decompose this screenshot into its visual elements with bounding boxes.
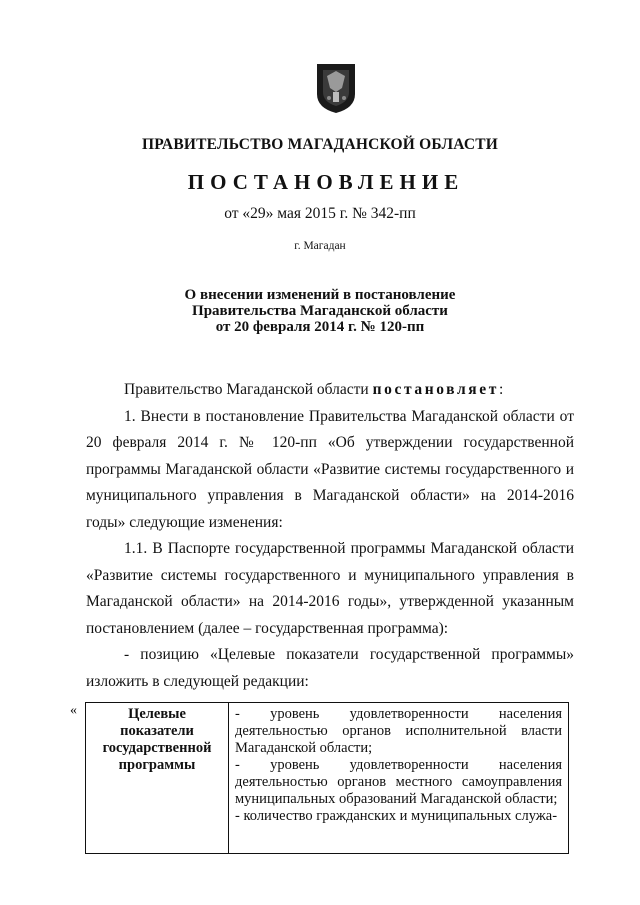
document-type: ПОСТАНОВЛЕНИЕ — [187, 170, 465, 194]
opening-quote: « — [70, 703, 77, 718]
item-1-1-paragraph: 1.1. В Паспорте государственной программы Магаданской области «Развитие системы государственного и муниципального управления в Магаданской области» на 2014-2016 годы», утвержденной указанным постановлением (далее – государственная программа): — [86, 540, 574, 637]
list-item: - уровень удовлетворенности населения деятельностью органов местного самоуправления муниципальных образований Магаданской области; — [235, 757, 562, 807]
table-row — [86, 703, 569, 854]
intro-suffix: : — [498, 381, 504, 398]
subject-line: от 20 февраля 2014 г. № 120-пп — [215, 319, 425, 335]
list-item: - количество гражданских и муниципальных служа- — [235, 808, 558, 824]
subject-line: Правительства Магаданской области — [192, 303, 448, 319]
indicator-name-cell: Целевые показатели государственной программы — [86, 703, 229, 854]
intro-prefix: Правительство Магаданской области — [124, 381, 373, 398]
list-item: - уровень удовлетворенности населения деятельностью органов исполнительной власти Магаданской области; — [235, 706, 562, 756]
document-date-number: от «29» мая 2015 г. № 342-пп — [224, 205, 416, 222]
intro-paragraph — [86, 377, 574, 404]
coat-of-arms-icon — [315, 62, 357, 114]
indicator-values-cell — [229, 703, 569, 854]
document-city: г. Магадан — [294, 240, 346, 252]
government-title: ПРАВИТЕЛЬСТВО МАГАДАНСКОЙ ОБЛАСТИ — [141, 136, 499, 153]
position-paragraph: - позицию «Целевые показатели государственной программы» изложить в следующей редакции: — [86, 646, 574, 690]
item-1-paragraph: 1. Внести в постановление Правительства Магаданской области от 20 февраля 2014 г. № 120-пп «Об утверждении государственной программы Магаданской области «Развитие системы государственного и муниципального управления в Магаданской области» на 2014-2016 годы» следующие изменения: — [86, 407, 574, 531]
document-body — [86, 377, 574, 695]
document-subject — [0, 287, 640, 335]
passport-table — [85, 702, 569, 854]
subject-line: О внесении изменений в постановление — [184, 287, 456, 303]
resolves-word: постановляет — [372, 381, 499, 398]
